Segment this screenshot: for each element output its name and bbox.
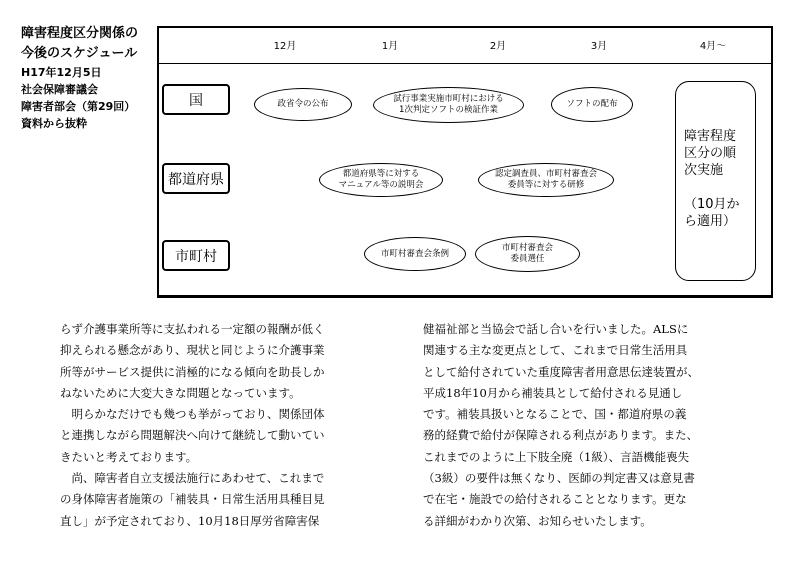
- month-mar: 3月: [590, 41, 608, 52]
- body-left-column: [60, 319, 325, 532]
- body-left-line: 直し」が予定されており、10月18日厚労省障害保: [60, 513, 320, 528]
- task-software-distribution: [551, 87, 633, 122]
- caption-excerpt: 資料から抜粋: [21, 117, 87, 130]
- final-line-1: 障害程度: [684, 129, 737, 144]
- task-board-member-appointment-line-2: 委員選任: [510, 254, 545, 264]
- body-right-line: 健福祉部と当協会で話し合いを行いました。ALSに: [423, 322, 689, 336]
- body-left-line: 明らかなだけでも幾つも挙がっており、関係団体: [60, 407, 325, 422]
- task-software-verification-line-1: 試行事業実施市町村における: [393, 94, 504, 104]
- body-left-line: らず介護事業所等に支払われる一定額の報酬が低く: [60, 322, 325, 336]
- body-right-line: これまでのように上下肢全廃（1級）、言語機能喪失: [423, 449, 690, 464]
- body-left-line: 抑えられる懸念があり、現状と同じように介護事業: [60, 343, 325, 358]
- task-manual-briefing: [319, 163, 443, 197]
- caption-title-line-2: 今後のスケジュール: [21, 46, 138, 61]
- lane-municipality: 市町村: [162, 240, 230, 271]
- body-left-line: 所等がサービス提供に消極的になる傾向を助長しか: [60, 364, 325, 379]
- caption-date: H17年12月5日: [21, 66, 102, 79]
- task-examiner-training-line-1: 認定調査員、市町村審査会: [494, 169, 597, 179]
- task-software-distribution-label: ソフトの配布: [566, 99, 618, 109]
- final-line-spacer: [684, 179, 755, 196]
- task-manual-briefing-line-1: 都道府県等に対する: [342, 169, 420, 179]
- month-feb: 2月: [489, 41, 507, 52]
- task-ordinance-promulgation-label: 政省令の公布: [277, 99, 329, 109]
- body-right-line: 務的経費で給付が保障される利点があります。また、: [423, 428, 699, 443]
- final-implementation-box: [675, 81, 756, 281]
- body-right-line: （3級）の要件は無くなり、医師の判定書又は意見書: [423, 471, 695, 486]
- task-examiner-training-line-2: 委員等に対する研修: [507, 180, 585, 190]
- task-manual-briefing-line-2: マニュアル等の説明会: [338, 180, 424, 190]
- task-ordinance-promulgation: [254, 88, 352, 121]
- task-software-verification-line-2: 1次判定ソフトの検証作業: [399, 105, 498, 115]
- final-line-5: （10月か: [684, 197, 740, 212]
- month-apr: 4月～: [699, 41, 727, 52]
- body-left-line: きたいと考えております。: [60, 449, 198, 464]
- final-line-6: ら適用）: [684, 214, 737, 229]
- schedule-caption: [21, 24, 156, 132]
- month-dec: 12月: [273, 41, 297, 52]
- caption-title-line-1: 障害程度区分関係の: [21, 26, 139, 41]
- task-board-member-appointment-line-1: 市町村審査会: [501, 243, 553, 253]
- task-review-board-ordinance: [364, 237, 466, 271]
- body-left-line: ねないために大変大きな問題となっています。: [60, 385, 301, 400]
- body-left-line: 尚、障害者自立支援法施行にあわせて、これまで: [60, 471, 325, 486]
- body-right-line: です。補装具扱いとなることで、国・都道府県の義: [423, 407, 687, 422]
- body-right-line: で在宅・施設での給付されることとなります。更な: [423, 492, 687, 507]
- lane-prefecture: 都道府県: [162, 163, 230, 194]
- body-right-line: 関連する主な変更点として、これまで日常生活用具: [423, 343, 688, 358]
- body-right-column: [423, 319, 699, 532]
- final-line-2: 区分の順: [684, 146, 737, 161]
- body-right-line: 平成18年10月から補装具として給付される見通し: [423, 385, 683, 400]
- month-jan: 1月: [381, 41, 399, 52]
- task-software-verification: [373, 87, 524, 123]
- caption-council: 社会保障審議会: [21, 83, 98, 96]
- final-line-3: 次実施: [684, 163, 724, 178]
- month-header-divider: [157, 63, 773, 64]
- task-examiner-training: [478, 163, 614, 197]
- body-left-line: と連携しながら問題解決へ向けて継続して動いてい: [60, 428, 325, 443]
- body-right-line: る詳細がわかり次第、お知らせいたします。: [423, 513, 652, 528]
- caption-subcommittee: 障害者部会（第29回）: [21, 100, 136, 113]
- task-review-board-ordinance-label: 市町村審査会条例: [380, 248, 449, 259]
- task-board-member-appointment: [475, 236, 580, 272]
- body-left-line: の身体障害者施策の「補装具・日常生活用具種目見: [60, 492, 325, 507]
- body-right-line: として給付されていた重度障害者用意思伝達装置が、: [423, 364, 699, 379]
- lane-national: 国: [162, 84, 230, 115]
